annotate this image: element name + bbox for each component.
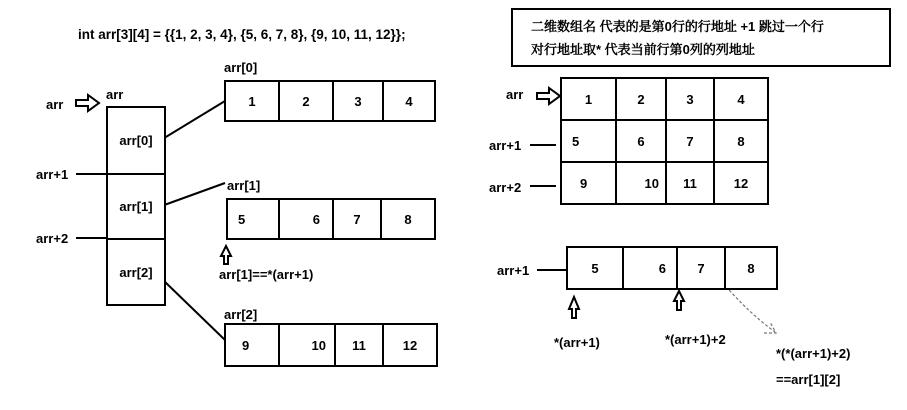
grid-cell: 9	[560, 161, 617, 205]
row1-up-arrow-icon	[221, 246, 231, 264]
grid-cell: 6	[615, 119, 667, 163]
grid-cell: 7	[665, 119, 715, 163]
array-cell: 6	[278, 198, 334, 240]
right-arr-arrow-icon	[537, 88, 560, 104]
array-cell: 12	[382, 323, 438, 367]
ptr-elem-col-label: *(arr+1)+2	[665, 332, 726, 347]
row1-equivalence-expr: arr[1]==*(arr+1)	[219, 267, 314, 282]
ptr-row-start-label: *(arr+1)	[554, 335, 600, 350]
array-cell: 8	[380, 198, 436, 240]
row0-header: arr[0]	[224, 60, 258, 75]
row-pointer-cell: arr[1]	[106, 173, 166, 240]
row-start-up-arrow-icon	[569, 297, 579, 318]
grid-cell: 4	[713, 77, 769, 121]
note-line2: 对行地址取* 代表当前行第0列的列地址	[531, 42, 755, 57]
elem-up-arrow-icon	[674, 291, 684, 310]
row-cell-highlighted: 7	[676, 246, 726, 290]
grid-cell: 5	[560, 119, 617, 163]
deref-elem-line2: ==arr[1][2]	[776, 372, 841, 387]
connector-row1	[156, 183, 225, 208]
array-cell: 9	[224, 323, 280, 367]
r-arr-pointer-label: arr	[506, 87, 524, 102]
row-pointer-cell: arr[0]	[106, 106, 166, 175]
arr-pointer-label: arr	[46, 97, 64, 112]
grid-cell: 1	[560, 77, 617, 121]
grid-cell: 10	[615, 161, 667, 205]
note-line1: 二维数组名 代表的是第0行的行地址 +1 跳过一个行	[531, 19, 824, 34]
left-arr-arrow-icon	[76, 95, 99, 111]
array-cell: 3	[332, 80, 384, 122]
array-cell: 7	[332, 198, 382, 240]
r-arr-plus1-label: arr+1	[489, 138, 522, 153]
connector-row0	[156, 101, 225, 143]
row2-header: arr[2]	[224, 307, 258, 322]
note-box	[511, 8, 891, 67]
row-cell: 6	[622, 246, 678, 290]
grid-cell: 12	[713, 161, 769, 205]
row-pointer-cell: arr[2]	[106, 238, 166, 306]
array-cell: 5	[226, 198, 280, 240]
grid-cell: 8	[713, 119, 769, 163]
grid-cell: 2	[615, 77, 667, 121]
arr-column-title: arr	[106, 87, 124, 102]
r-arr-plus2-label: arr+2	[489, 180, 522, 195]
row1-header: arr[1]	[227, 178, 261, 193]
r-row-label: arr+1	[497, 263, 530, 278]
grid-cell: 11	[665, 161, 715, 205]
array-cell: 1	[224, 80, 280, 122]
array-cell: 10	[278, 323, 336, 367]
code-declaration: int arr[3][4] = {{1, 2, 3, 4}, {5, 6, 7, 8}, {9, 10, 11, 12}};	[78, 27, 406, 42]
deref-elem-line1: *(*(arr+1)+2)	[776, 346, 851, 361]
array-cell: 11	[334, 323, 384, 367]
row-cell: 8	[724, 246, 778, 290]
row-cell: 5	[566, 246, 624, 290]
connector-row2	[163, 280, 225, 340]
arr-plus2-label: arr+2	[36, 231, 69, 246]
array-cell: 4	[382, 80, 436, 122]
array-cell: 2	[278, 80, 334, 122]
grid-cell: 3	[665, 77, 715, 121]
arr-plus1-label: arr+1	[36, 167, 69, 182]
